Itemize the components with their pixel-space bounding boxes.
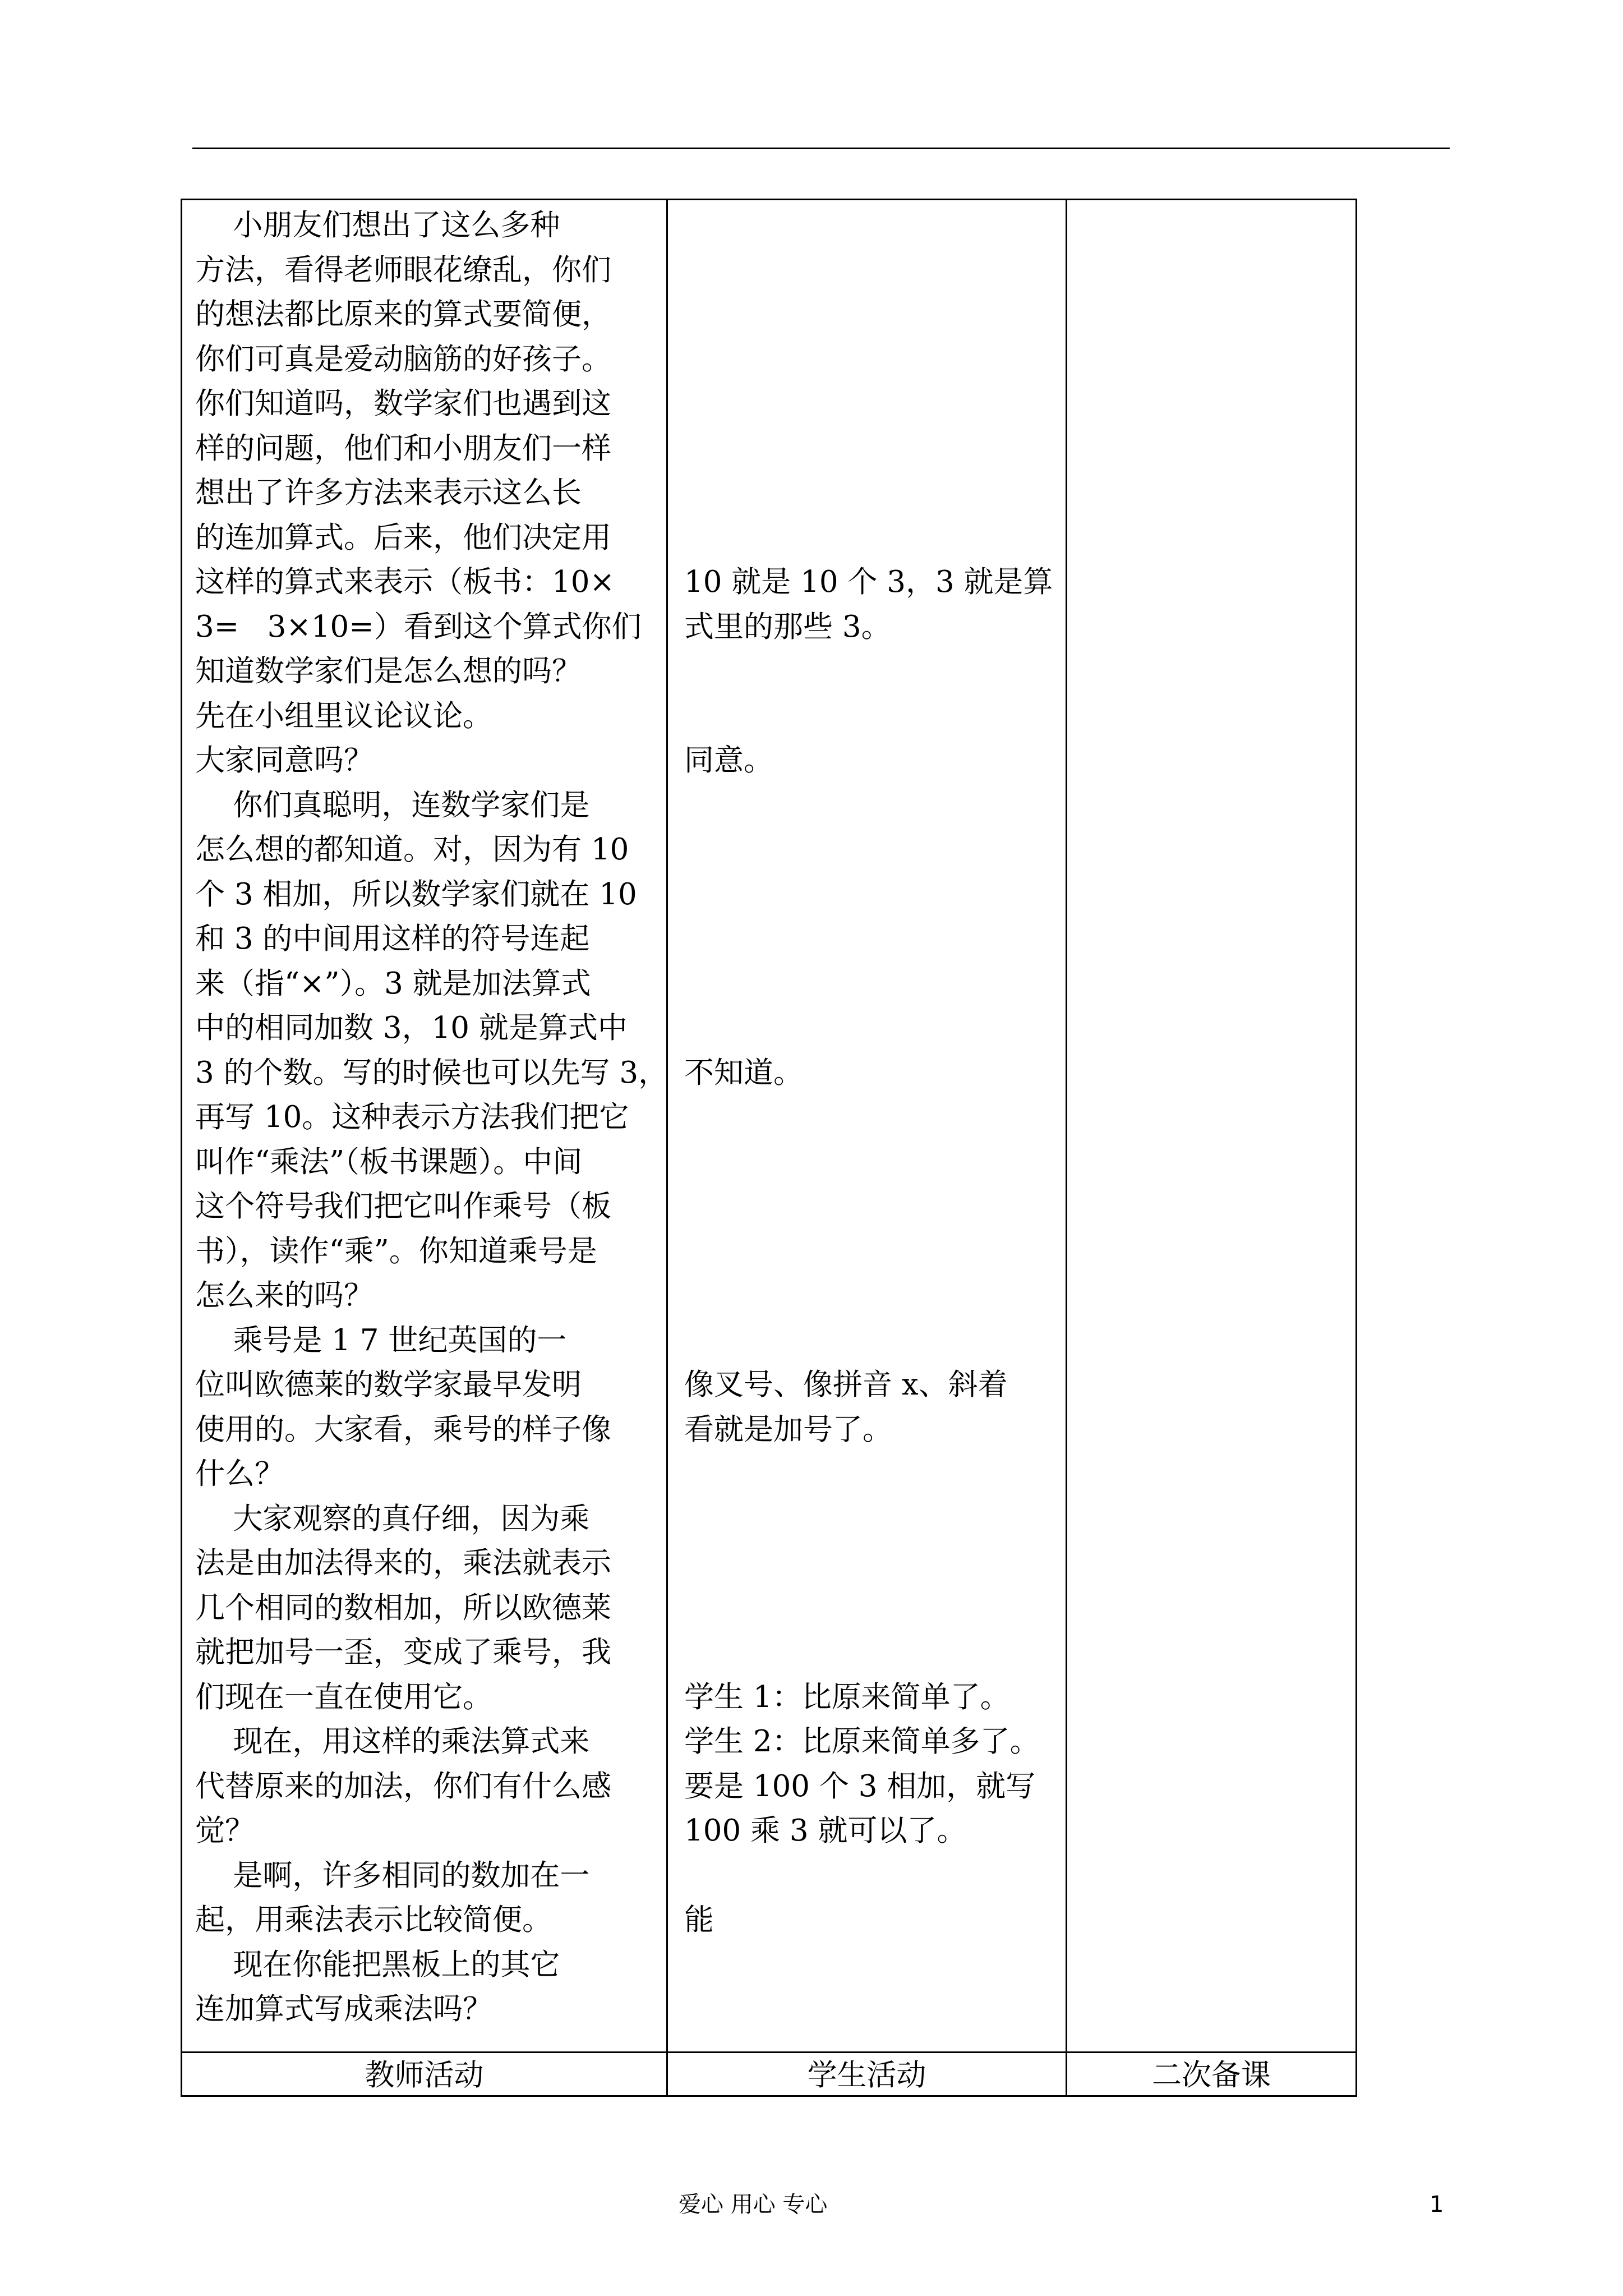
student-line: 学生 2：比原来简单多了。: [684, 1724, 1040, 1759]
col-divider-1: [666, 199, 668, 2097]
teacher-line: 大家观察的真仔细，因为乘: [195, 1501, 590, 1536]
teacher-line: 书），读作“乘”。你知道乘号是: [195, 1234, 597, 1268]
teacher-line: 现在，用这样的乘法算式来: [195, 1724, 590, 1759]
teacher-line: 样的问题，他们和小朋友们一样: [195, 431, 611, 466]
teacher-line: 这个符号我们把它叫作乘号（板: [195, 1189, 611, 1223]
teacher-line: 代替原来的加法，你们有什么感: [195, 1769, 611, 1803]
student-line: 式里的那些 3。: [684, 609, 891, 644]
lesson-table: [181, 199, 1357, 2097]
teacher-line: 就把加号一歪，变成了乘号，我: [195, 1635, 611, 1669]
teacher-line: 知道数学家们是怎么想的吗？: [195, 654, 582, 688]
student-line: 学生 1：比原来简单了。: [684, 1680, 1010, 1714]
teacher-line: 3 的个数。写的时候也可以先写 3，: [195, 1055, 668, 1090]
student-line: 要是 100 个 3 相加，就写: [684, 1769, 1036, 1803]
teacher-line: 和 3 的中间用这样的符号连起: [195, 922, 590, 956]
teacher-activity-header: 教师活动: [365, 2058, 484, 2092]
student-activity-header: 学生活动: [807, 2058, 926, 2092]
student-line: 100 乘 3 就可以了。: [684, 1814, 967, 1848]
teacher-line: 个 3 相加，所以数学家们就在 10: [195, 877, 637, 912]
teacher-line: 3= 3×10=）看到这个算式你们: [195, 609, 642, 644]
teacher-line: 是啊，许多相同的数加在一: [195, 1858, 590, 1893]
teacher-line: 你们真聪明，连数学家们是: [195, 788, 590, 822]
second-prep-cell: [1067, 200, 1355, 2051]
teacher-line: 中的相同加数 3，10 就是算式中: [195, 1011, 628, 1045]
teacher-line: 大家同意吗？: [195, 743, 374, 777]
teacher-line: 位叫欧德莱的数学家最早发明: [195, 1368, 582, 1402]
teacher-line: 想出了许多方法来表示这么长: [195, 476, 582, 510]
second-prep-header: 二次备课: [1152, 2058, 1271, 2092]
footer-text: 爱心 用心 专心: [679, 2192, 828, 2217]
teacher-line: 先在小组里议论议论。: [195, 698, 492, 733]
teacher-line: 使用的。大家看，乘号的样子像: [195, 1412, 611, 1447]
student-line: 能: [684, 1903, 714, 1937]
teacher-line: 你们知道吗，数学家们也遇到这: [195, 386, 611, 421]
teacher-line: 什么？: [195, 1457, 284, 1491]
student-line: 10 就是 10 个 3，3 就是算: [684, 565, 1053, 599]
teacher-line: 乘号是 1 7 世纪英国的一: [195, 1323, 567, 1358]
teacher-line: 再写 10。这种表示方法我们把它: [195, 1100, 629, 1134]
teacher-line: 小朋友们想出了这么多种: [195, 208, 560, 242]
teacher-line: 的想法都比原来的算式要简便，: [195, 297, 611, 332]
student-activity-cell: [684, 203, 1066, 2043]
teacher-line: 叫作“乘法”（板书课题）。中间: [195, 1144, 583, 1179]
student-line: 同意。: [684, 743, 773, 777]
teacher-line: 怎么想的都知道。对，因为有 10: [195, 832, 629, 867]
teacher-line: 们现在一直在使用它。: [195, 1680, 492, 1714]
teacher-line: 现在你能把黑板上的其它: [195, 1947, 560, 1982]
teacher-line: 这样的算式来表示（板书：10×: [195, 565, 615, 599]
teacher-line: 你们可真是爱动脑筋的好孩子。: [195, 342, 611, 376]
teacher-line: 觉？: [195, 1814, 255, 1848]
teacher-line: 方法，看得老师眼花缭乱，你们: [195, 252, 611, 287]
student-line: 像叉号、像拼音 x、斜着: [684, 1368, 1008, 1402]
teacher-line: 怎么来的吗？: [195, 1278, 374, 1313]
teacher-line: 几个相同的数相加，所以欧德莱: [195, 1590, 611, 1625]
table-right-border: [1355, 199, 1357, 2097]
student-line: 看就是加号了。: [684, 1412, 892, 1447]
header-rule: [192, 148, 1450, 149]
teacher-line: 来（指“×”）。3 就是加法算式: [195, 966, 591, 1001]
table-left-border: [181, 199, 182, 2097]
teacher-line: 法是由加法得来的，乘法就表示: [195, 1546, 611, 1580]
teacher-line: 连加算式写成乘法吗？: [195, 1992, 492, 2026]
teacher-line: 的连加算式。后来，他们决定用: [195, 520, 611, 555]
teacher-activity-cell: [195, 203, 666, 2043]
student-line: 不知道。: [684, 1055, 803, 1090]
page-number: 1: [1430, 2192, 1444, 2217]
teacher-line: 起，用乘法表示比较简便。: [195, 1903, 552, 1937]
